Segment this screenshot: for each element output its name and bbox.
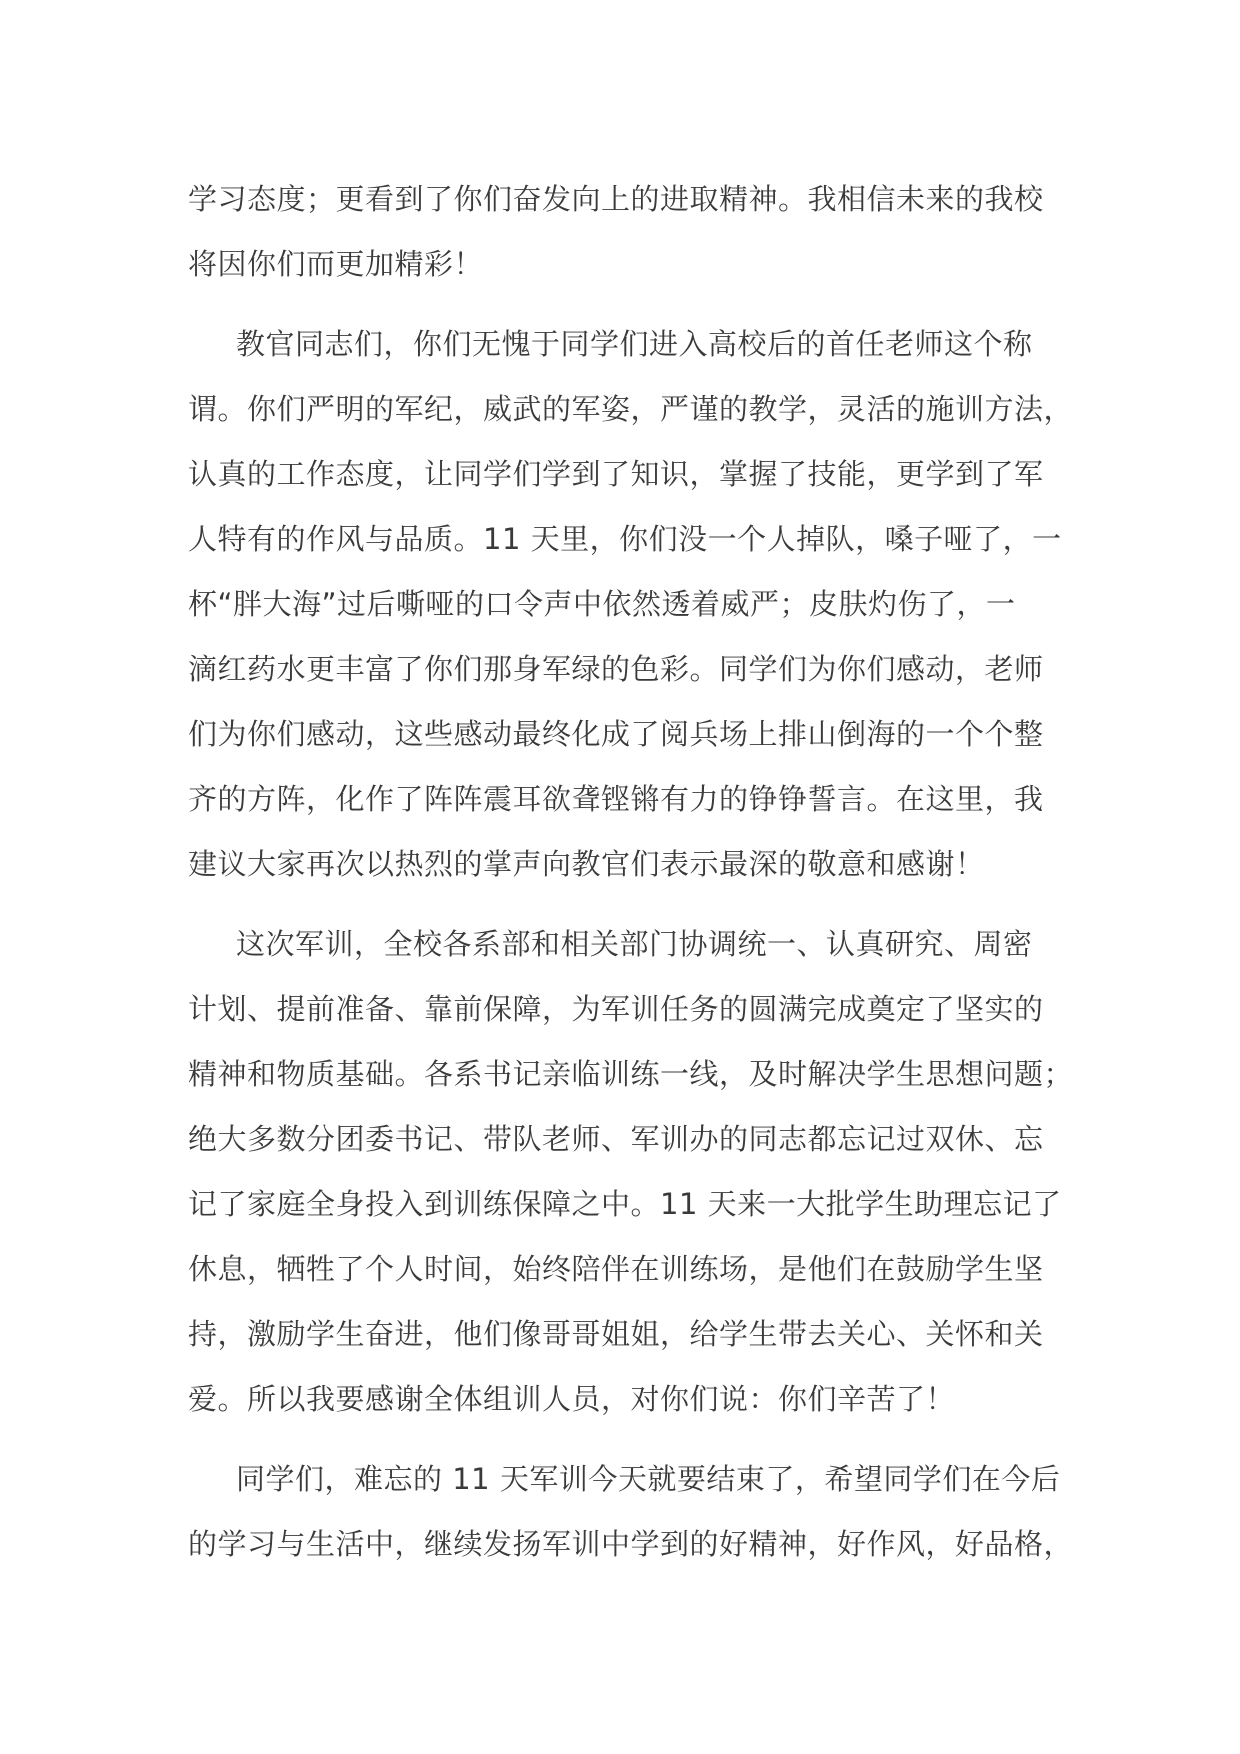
- text-line: 认真的工作态度，让同学们学到了知识，掌握了技能，更学到了军: [188, 457, 1044, 491]
- paragraph-spacer: [188, 897, 1068, 912]
- text-line: 教官同志们，你们无愧于同学们进入高校后的首任老师这个称: [236, 327, 1033, 361]
- text-line: 学习态度；更看到了你们奋发向上的进取精神。我相信未来的我校: [188, 182, 1044, 216]
- text-line: 计划、提前准备、靠前保障，为军训任务的圆满完成奠定了坚实的: [188, 992, 1044, 1026]
- text-line: 休息，牺牲了个人时间，始终陪伴在训练场，是他们在鼓励学生坚: [188, 1252, 1044, 1286]
- text-line: 将因你们而更加精彩！: [188, 247, 484, 281]
- paragraph-1: [188, 167, 1068, 297]
- paragraph-4: [188, 1447, 1074, 1577]
- text-line: 齐的方阵，化作了阵阵震耳欲聋铿锵有力的铮铮誓言。在这里，我: [188, 782, 1044, 816]
- paragraph-2: [188, 312, 1074, 897]
- paragraph-3: [188, 912, 1074, 1432]
- paragraph-spacer: [188, 297, 1068, 312]
- text-line: 记了家庭全身投入到训练保障之中。11 天来一大批学生助理忘记了: [188, 1187, 1062, 1221]
- text-line: 人特有的作风与品质。11 天里，你们没一个人掉队，嗓子哑了，一: [188, 522, 1062, 556]
- text-line: 爱。所以我要感谢全体组训人员，对你们说：你们辛苦了！: [188, 1382, 956, 1416]
- document-body: [188, 167, 1074, 1577]
- text-line: 滴红药水更丰富了你们那身军绿的色彩。同学们为你们感动，老师: [188, 652, 1044, 686]
- text-line: 同学们，难忘的 11 天军训今天就要结束了，希望同学们在今后: [236, 1462, 1061, 1496]
- text-line: 这次军训，全校各系部和相关部门协调统一、认真研究、周密: [236, 927, 1033, 961]
- paragraph-spacer: [188, 1432, 1068, 1447]
- text-line: 的学习与生活中，继续发扬军训中学到的好精神，好作风，好品格，: [188, 1527, 1074, 1561]
- text-line: 持，激励学生奋进，他们像哥哥姐姐，给学生带去关心、关怀和关: [188, 1317, 1044, 1351]
- text-line: 们为你们感动，这些感动最终化成了阅兵场上排山倒海的一个个整: [188, 717, 1044, 751]
- text-line: 精神和物质基础。各系书记亲临训练一线，及时解决学生思想问题；: [188, 1057, 1074, 1091]
- text-line: 杯“胖大海”过后嘶哑的口令声中依然透着威严；皮肤灼伤了，一: [188, 587, 1016, 621]
- text-line: 建议大家再次以热烈的掌声向教官们表示最深的敬意和感谢！: [188, 847, 985, 881]
- text-line: 绝大多数分团委书记、带队老师、军训办的同志都忘记过双休、忘: [188, 1122, 1044, 1156]
- text-line: 谓。你们严明的军纪，威武的军姿，严谨的教学，灵活的施训方法，: [188, 392, 1074, 426]
